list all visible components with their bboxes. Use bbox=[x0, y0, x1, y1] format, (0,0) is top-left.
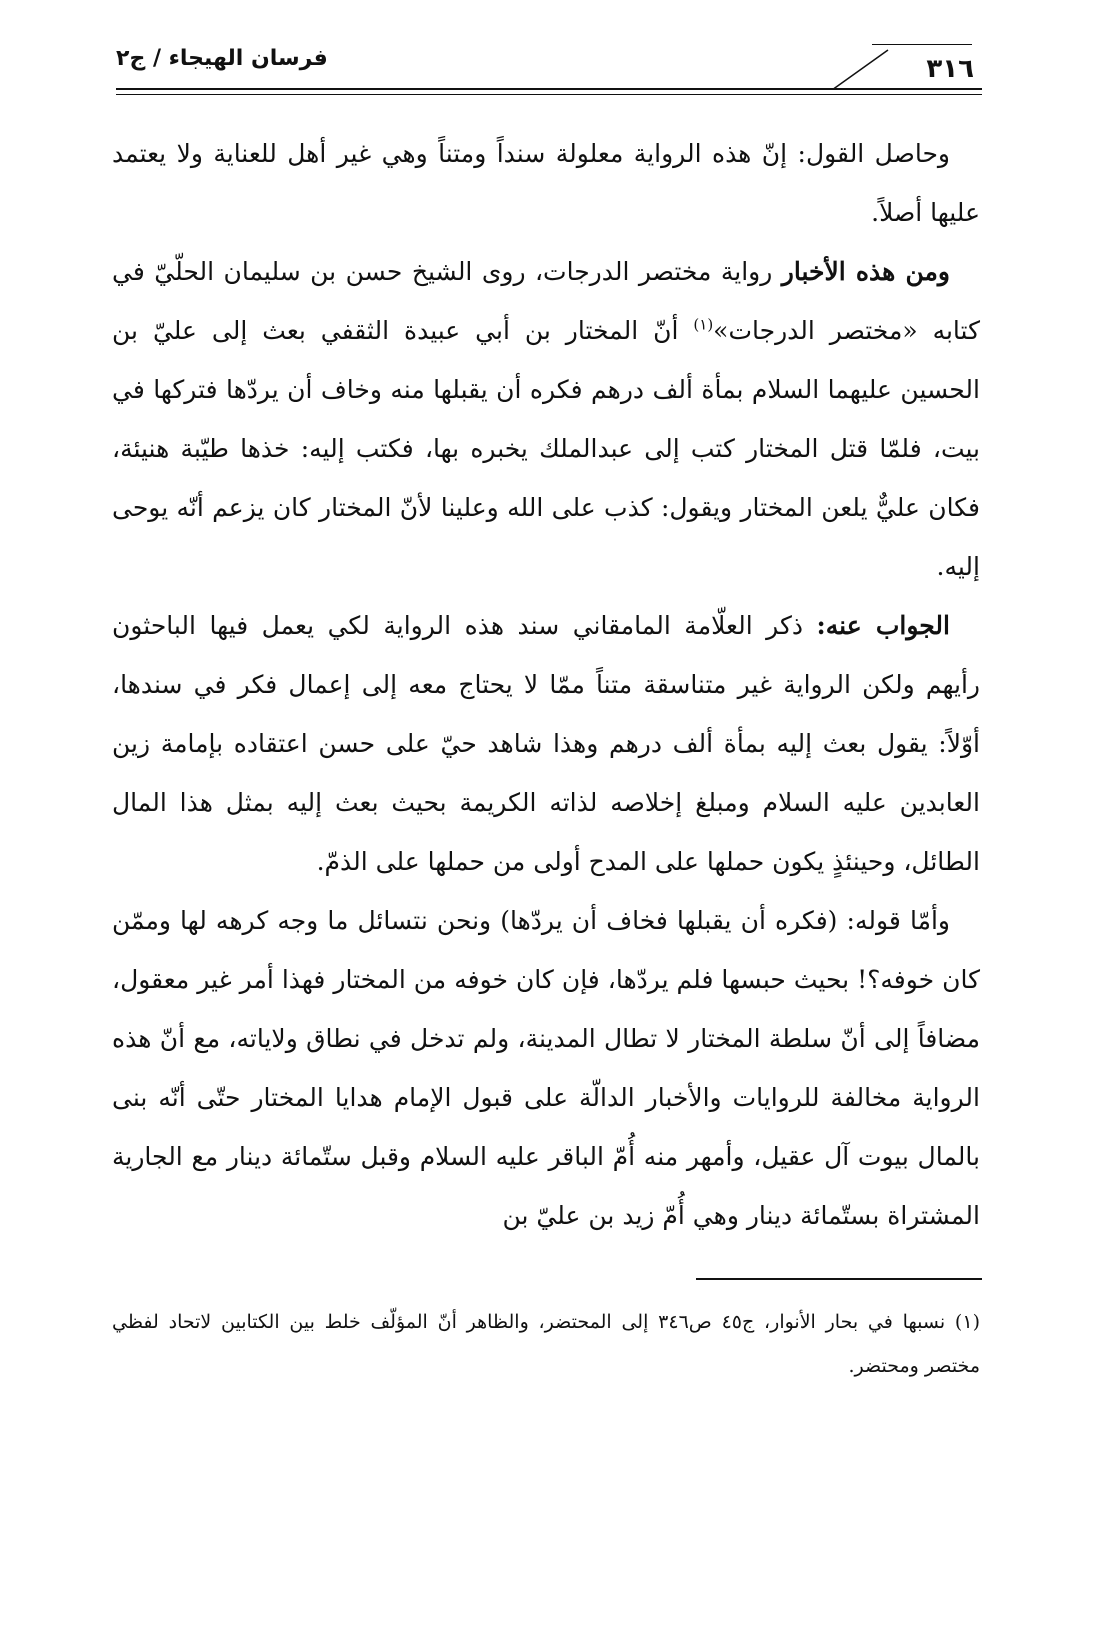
header-rule bbox=[116, 88, 982, 90]
paragraph-lead: ومن هذه الأخبار bbox=[781, 257, 950, 286]
paragraph-answer bbox=[112, 596, 980, 891]
header-top-line bbox=[872, 44, 972, 45]
page-number: ٣١٦ bbox=[926, 54, 974, 84]
header-rule-thin bbox=[116, 94, 982, 95]
paragraph-report bbox=[112, 242, 980, 596]
main-text bbox=[112, 124, 980, 1245]
footnote-separator bbox=[696, 1278, 982, 1280]
footnote-reference[interactable]: (١) bbox=[693, 315, 714, 334]
footnote bbox=[112, 1300, 980, 1388]
paragraph-text: ذكر العلّامة المامقاني سند هذه الرواية لكي يعمل فيها الباحثون رأيهم ولكن الرواية غير متناسقة متناً ممّا لا يحتاج معه إلى إعمال فكر في سندها، أوّلاً: يقول بعث إليه بمأة ألف درهم وهذا شاهد حيّ على حسن اعتقاده بإمامة زين العابدين عليه السلام ومبلغ إخلاصه لذاته الكريمة بحيث بعث إليه بمثل هذا المال الطائل، وحينئذٍ يكون حملها على المدح أولى من حملها على الذمّ. bbox=[112, 611, 980, 876]
running-header bbox=[116, 44, 982, 96]
header-slash-ornament bbox=[830, 48, 890, 90]
book-title: فرسان الهيجاء / ج٢ bbox=[116, 46, 328, 71]
paragraph-text: رواية مختصر الدرجات، روى الشيخ حسن بن سليمان الحلّيّ في كتابه «مختصر الدرجات» bbox=[112, 257, 980, 345]
paragraph-text-cont: أنّ المختار بن أبي عبيدة الثقفي بعث إلى عليّ بن الحسين عليهما السلام بمأة ألف درهم فكره أن يقبلها منه وخاف أن يردّها فتركها في بيت، فلمّا قتل المختار كتب إلى عبدالملك يخبره بها، فكتب إليه: خذها طيّبة هنيئة، فكان عليٌّ يلعن المختار ويقول: كذب على الله وعلينا لأنّ المختار كان يزعم أنّه يوحى إليه. bbox=[112, 316, 980, 581]
footnote-text: (١) نسبها في بحار الأنوار، ج٤٥ ص٣٤٦ إلى المحتضر، والظاهر أنّ المؤلّف خلط بين الكتابين لاتحاد لفظي مختصر ومحتضر. bbox=[112, 1311, 980, 1377]
paragraph-lead: الجواب عنه: bbox=[816, 611, 950, 640]
paragraph-text: وحاصل القول: إنّ هذه الرواية معلولة سنداً ومتناً وهي غير أهل للعناية ولا يعتمد عليها أصلاً. bbox=[112, 139, 980, 227]
paragraph-conclusion bbox=[112, 124, 980, 242]
paragraph-discussion bbox=[112, 891, 980, 1245]
paragraph-text: وأمّا قوله: (فكره أن يقبلها فخاف أن يردّها) ونحن نتسائل ما وجه كرهه لها وممّن كان خوفه؟! بحيث حبسها فلم يردّها، فإن كان خوفه من المختار فهذا أمر غير معقول، مضافاً إلى أنّ سلطة المختار لا تطال المدينة، ولم تدخل في نطاق ولاياته، مع أنّ هذه الرواية مخالفة للروايات والأخبار الدالّة على قبول الإمام هدايا المختار حتّى أنّه بنى بالمال بيوت آل عقيل، وأمهر منه أُمّ الباقر عليه السلام وقبل ستّمائة دينار مع الجارية المشتراة بستّمائة دينار وهي أُمّ زيد بن عليّ بن bbox=[112, 906, 980, 1230]
